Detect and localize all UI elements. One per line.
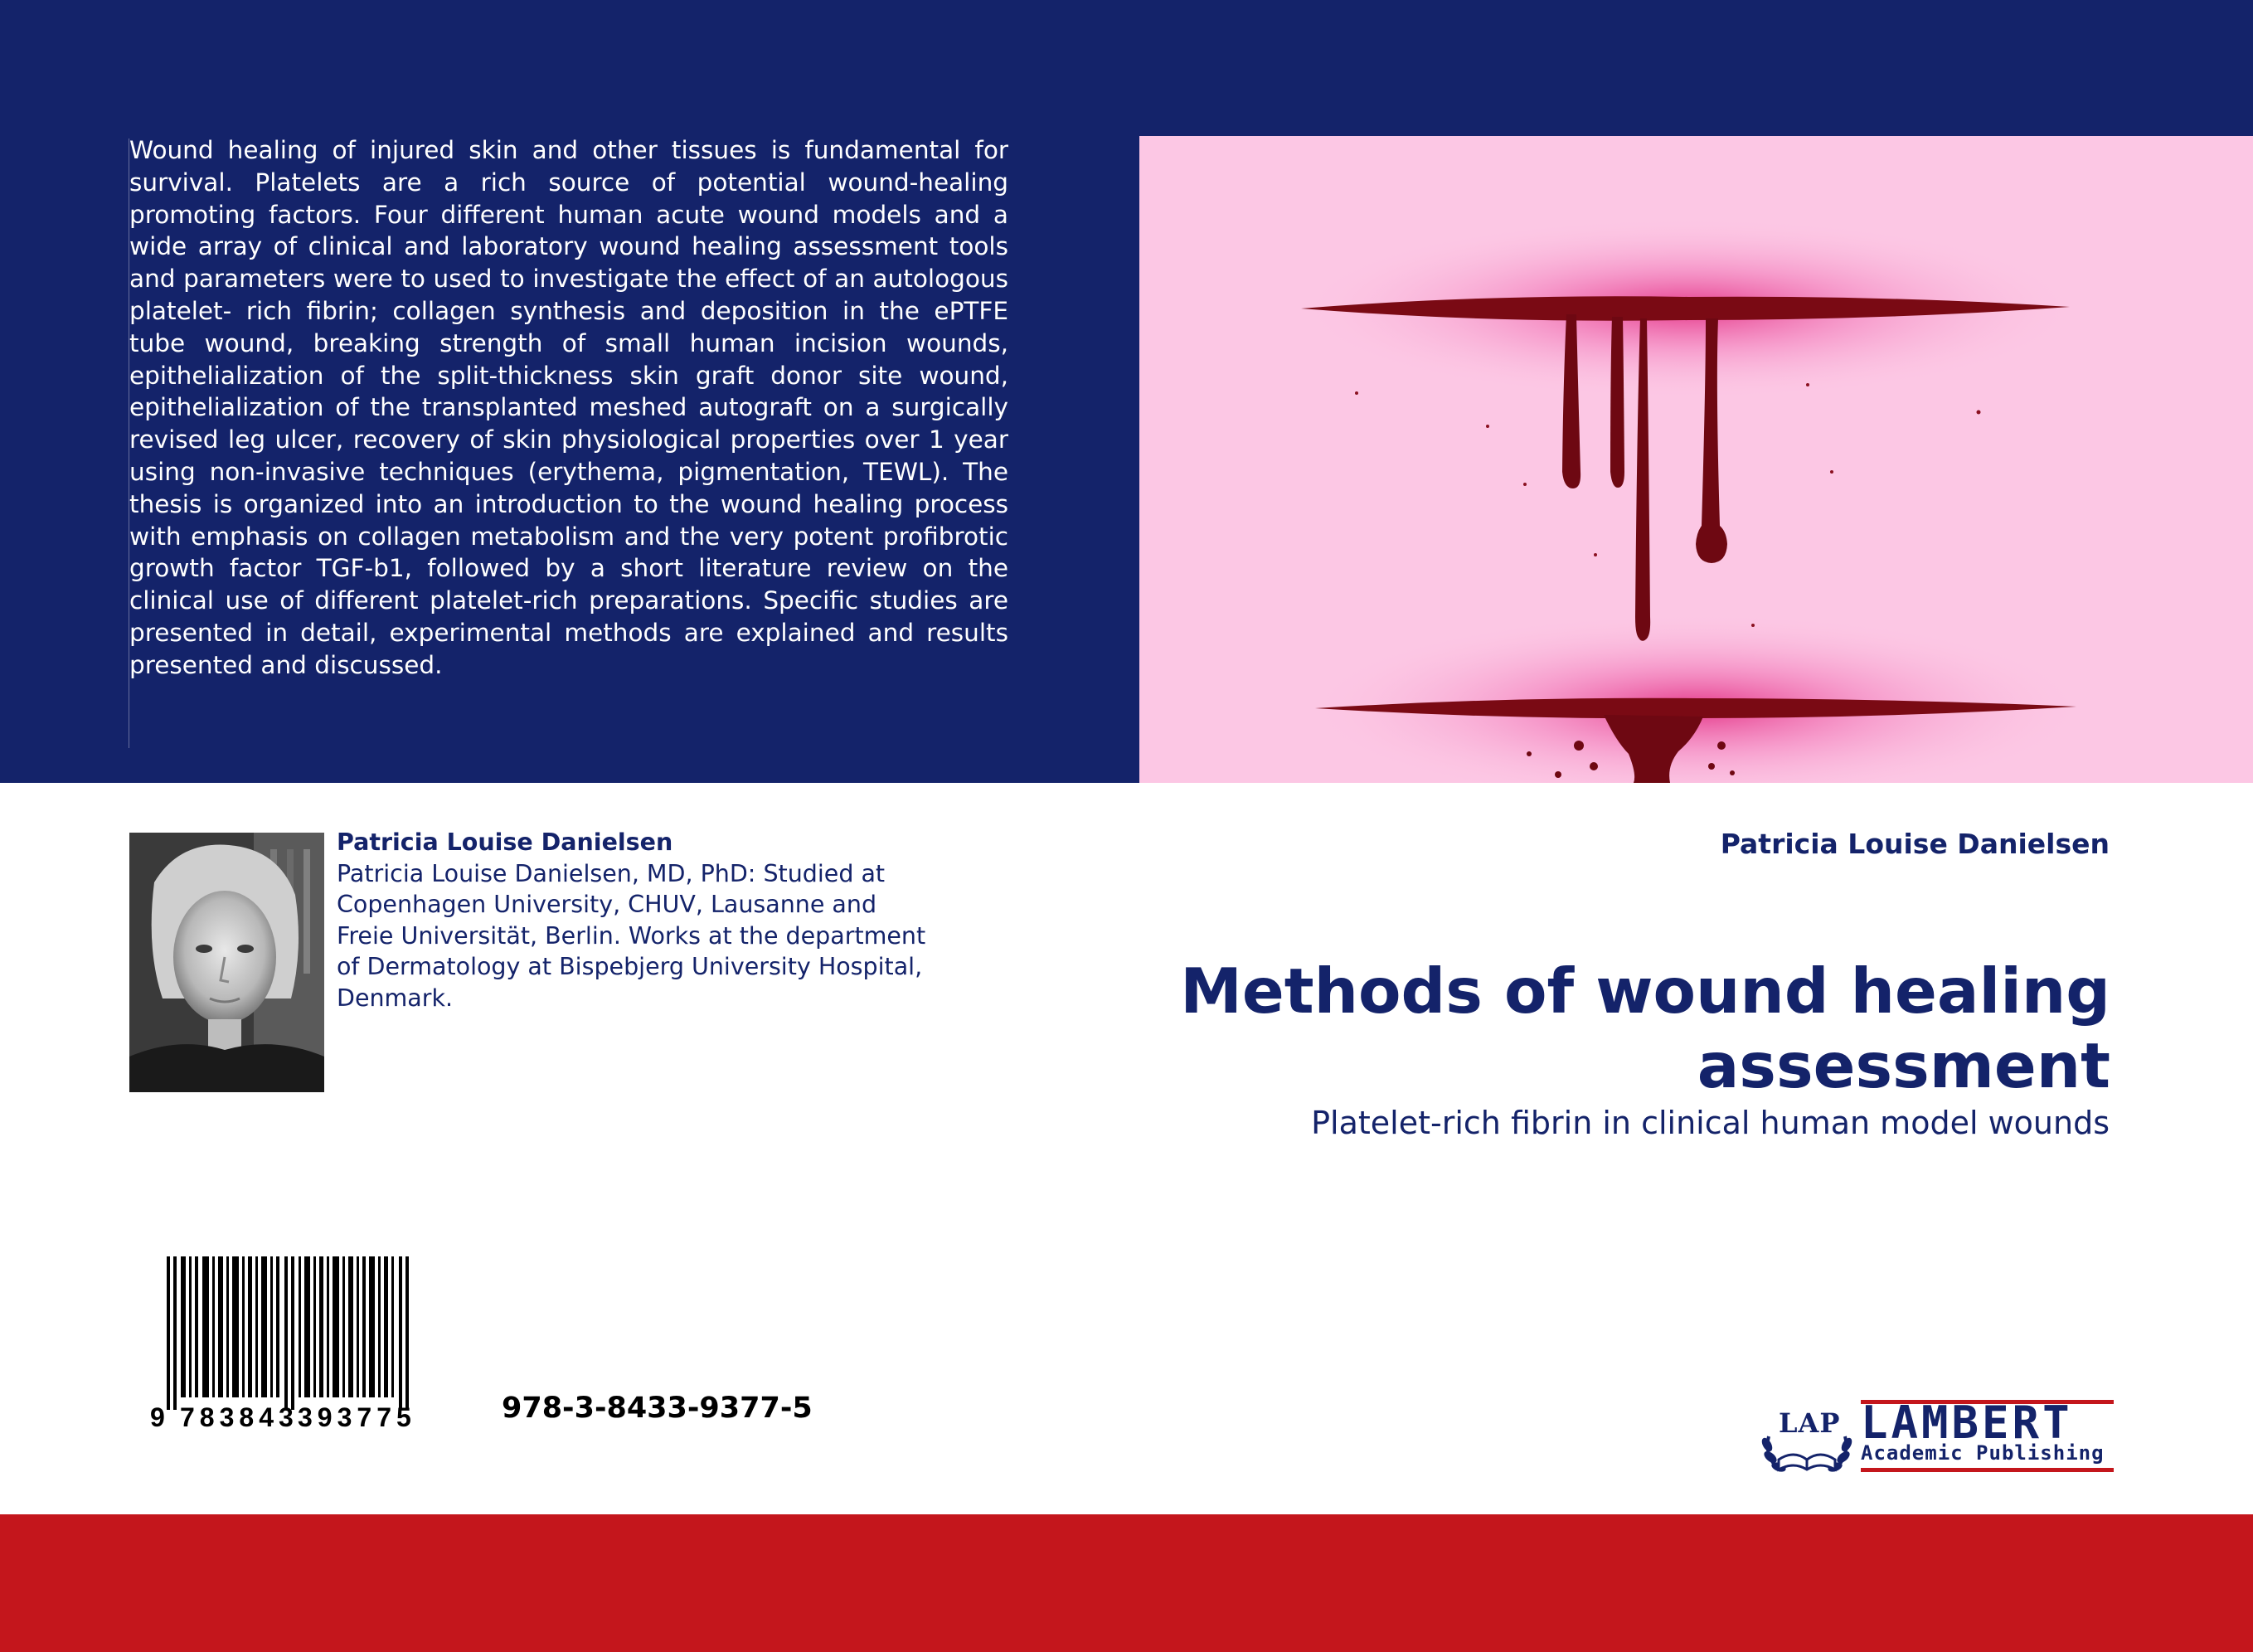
author-bio — [337, 827, 934, 1013]
lap-badge-text: LAP — [1779, 1407, 1841, 1439]
isbn-number: 978-3-8433-9377-5 — [502, 1392, 813, 1425]
barcode-bars — [167, 1256, 409, 1410]
front-cover-author: Patricia Louise Danielsen — [1720, 828, 2110, 860]
publisher-name: LAMBERT — [1861, 1397, 2073, 1449]
barcode-digits-left: 783843 — [180, 1402, 299, 1431]
author-bio-text: Patricia Louise Danielsen, MD, PhD: Studied at Copenhagen University, CHUV, Lausanne and Freie Universität, Berlin. Works at the department of Dermatology at Bispebjerg University Hospital, Denmark. — [337, 859, 926, 1012]
barcode-digits-right: 393775 — [298, 1402, 416, 1431]
author-photo — [129, 833, 324, 1092]
author-portrait-icon — [129, 833, 324, 1092]
bottom-red-band — [0, 1514, 2253, 1652]
author-bio-name: Patricia Louise Danielsen — [337, 828, 673, 856]
isbn-barcode — [137, 1256, 469, 1431]
wound-illustration — [1139, 136, 2253, 783]
publisher-tagline: Academic Publishing — [1861, 1441, 2105, 1465]
dripping-wound-icon — [1139, 136, 2253, 783]
book-subtitle: Platelet-rich fibrin in clinical human model wounds — [1311, 1105, 2110, 1141]
book-title: Methods of wound healing assessment — [1180, 955, 2110, 1102]
barcode-digit-first: 9 — [150, 1402, 165, 1431]
back-cover-blurb: Wound healing of injured skin and other tissues is fundamental for survival. Platelets are a rich source of potential wound-healing promoting factors. Four different human acute wound models and a wide array of clinical and laboratory wound healing assessment tools and parameters were to used to investigate the effect of an autologous platelet- rich fibrin; collagen synthesis and deposition in the ePTFE tube wound, breaking strength of small human incision wounds, epithelialization of the split-thickness skin graft donor site wound, epithelialization of the transplanted meshed autograft on a surgically revised leg ulcer, recovery of skin physiological properties over 1 year using non-invasive techniques (erythema, pigmentation, TEWL). The thesis is organized into an introduction to the wound healing process with emphasis on collagen metabolism and the very potent profibrotic growth factor TGF-b1, followed by a short literature review on the clinical use of different platelet-rich preparations. Specific studies are presented in detail, experimental methods are explained and results presented and discussed. — [129, 136, 1008, 679]
